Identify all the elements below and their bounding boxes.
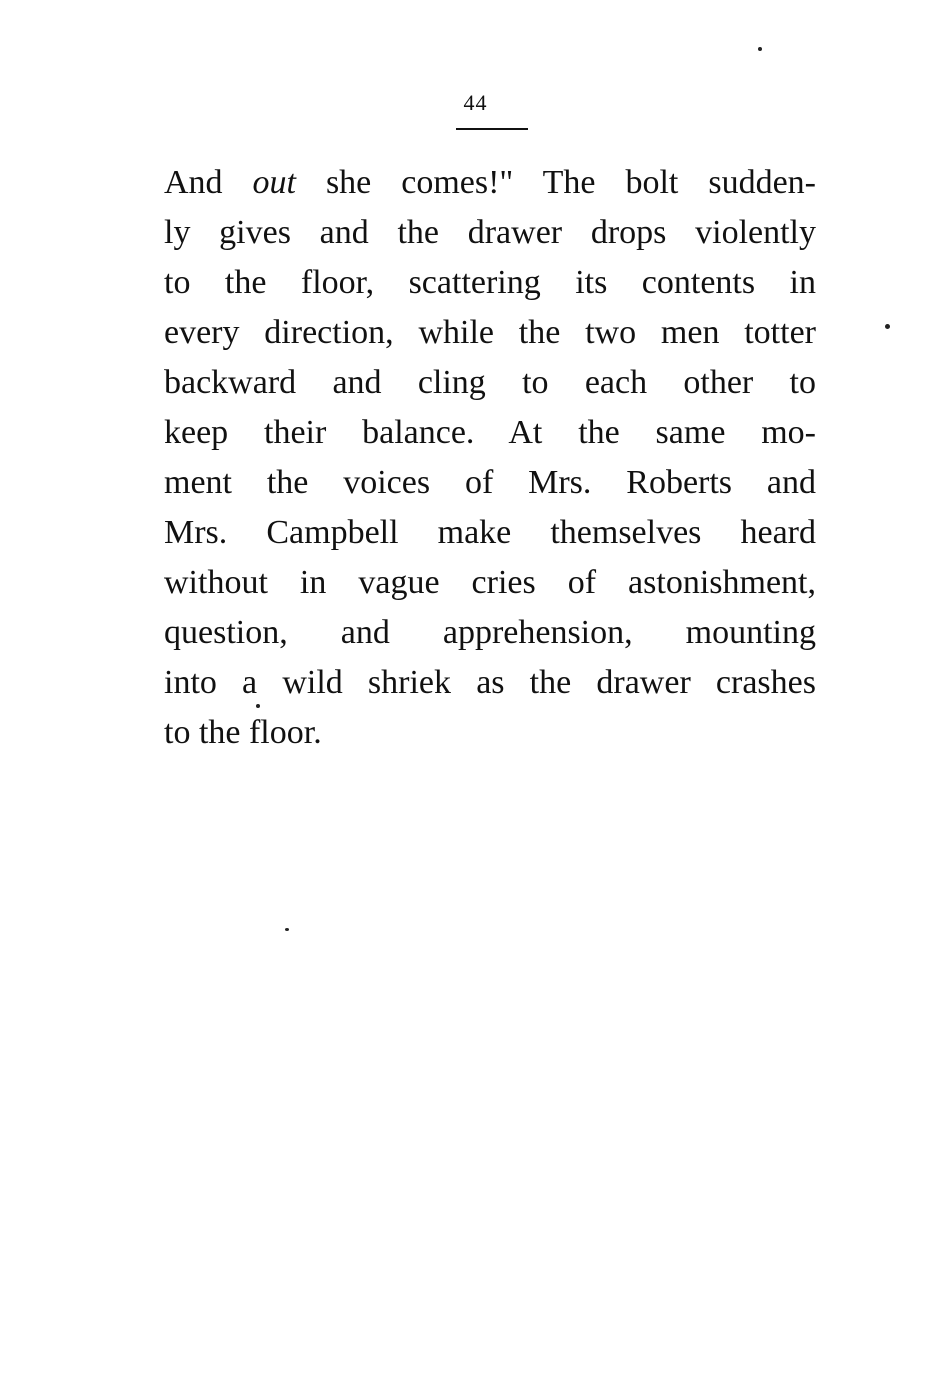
text-line-4: every direction, while the two men totter bbox=[164, 314, 816, 351]
text-line-12: to the floor. bbox=[164, 714, 322, 751]
body-paragraph bbox=[164, 158, 816, 758]
ink-speck bbox=[885, 324, 890, 329]
ink-speck bbox=[285, 928, 289, 931]
text-line-11: into a wild shriek as the drawer crashes bbox=[164, 664, 816, 701]
page-number-rule bbox=[456, 128, 528, 130]
ink-speck bbox=[758, 47, 762, 51]
text-line-1-end: she comes!" The bolt sudden- bbox=[295, 164, 816, 201]
text-line-5: backward and cling to each other to bbox=[164, 364, 816, 401]
page-number: 44 bbox=[463, 90, 488, 115]
text-line-8: Mrs. Campbell make themselves heard bbox=[164, 514, 816, 551]
text-line-2: ly gives and the drawer drops violently bbox=[164, 214, 816, 251]
text-line-9: without in vague cries of astonishment, bbox=[164, 564, 816, 601]
emphasized-word: out bbox=[252, 164, 296, 201]
text-line-7: ment the voices of Mrs. Roberts and bbox=[164, 464, 816, 501]
text-line-3: to the floor, scattering its contents in bbox=[164, 264, 816, 301]
text-line-6: keep their balance. At the same mo- bbox=[164, 414, 816, 451]
text-line-1 bbox=[164, 158, 816, 208]
text-line-1-start: And bbox=[164, 164, 253, 201]
ink-speck bbox=[256, 704, 260, 708]
text-line-10: question, and apprehension, mounting bbox=[164, 614, 816, 651]
